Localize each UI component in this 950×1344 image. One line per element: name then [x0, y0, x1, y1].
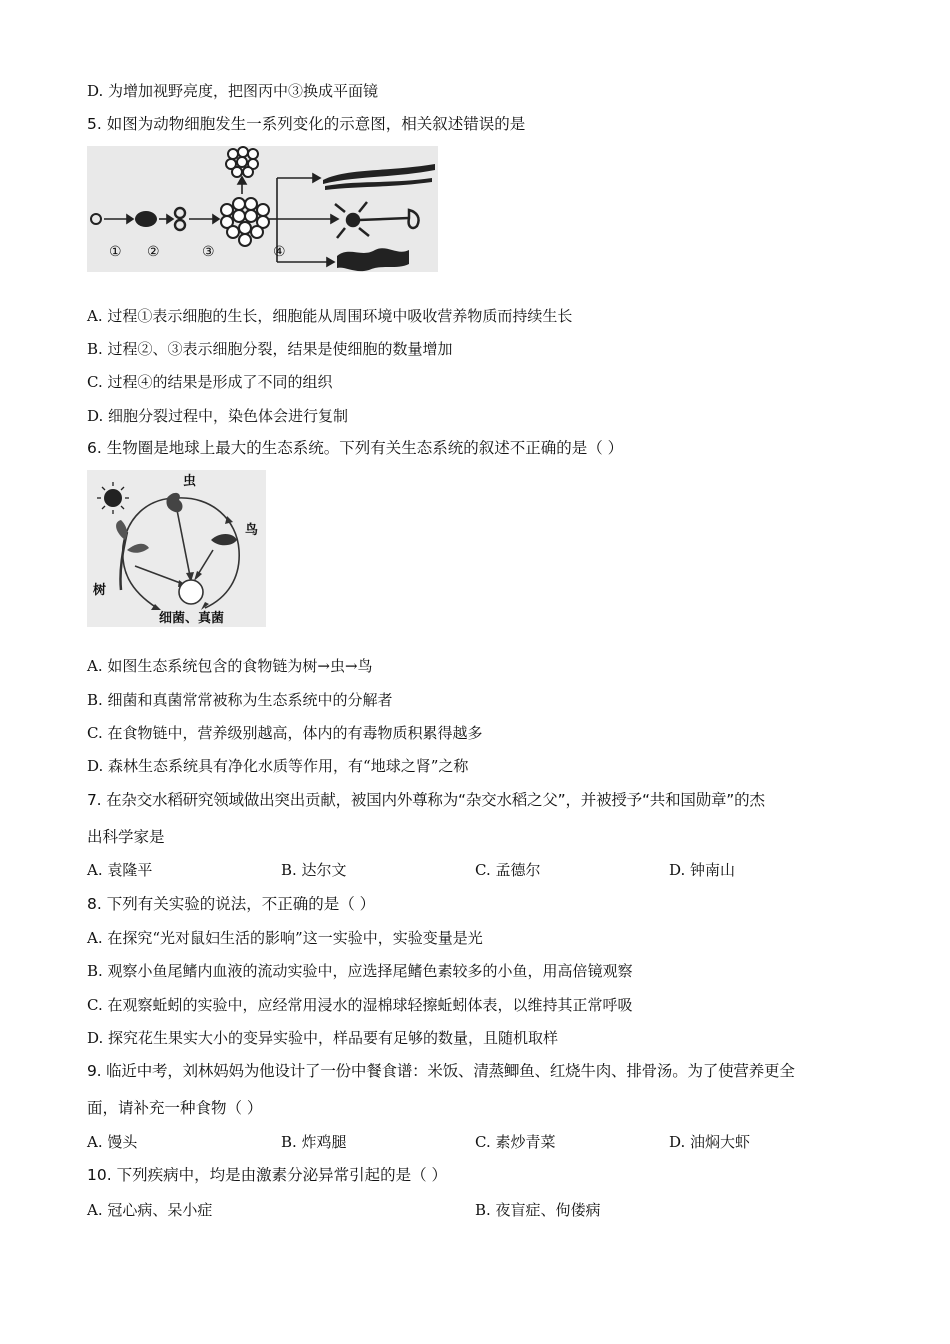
q8-option-d: D. 探究花生果实大小的变异实验中，样品要有足够的数量，且随机取样 — [87, 1029, 559, 1047]
q5-option-b: B. 过程②、③表示细胞分裂，结果是使细胞的数量增加 — [87, 340, 453, 358]
q6-option-c: C. 在食物链中，营养级别越高，体内的有毒物质积累得越多 — [87, 724, 483, 742]
q8-stem: 8. 下列有关实验的说法，不正确的是（ ） — [87, 895, 376, 913]
grown-cell — [135, 211, 157, 227]
ecosystem-figure — [87, 470, 266, 627]
q7-stem-line1: 7. 在杂交水稻研究领域做出突出贡献，被国内外尊称为“杂交水稻之父”，并被授予“共和国勋章”的杰 — [87, 791, 765, 809]
q10-option-a: A. 冠心病、呆小症 — [87, 1201, 213, 1219]
q7-option-a: A. 袁隆平 — [87, 861, 153, 879]
q7-options — [87, 859, 867, 881]
label-decomposer: 细菌、真菌 — [159, 611, 225, 626]
q9-option-a: A. 馒头 — [87, 1133, 138, 1151]
q9-option-b: B. 炸鸡腿 — [281, 1133, 347, 1151]
q9-stem-line2: 面，请补充一种食物（ ） — [87, 1099, 263, 1117]
cell-division-figure — [87, 146, 438, 272]
q4-option-d: D. 为增加视野亮度，把图丙中③换成平面镜 — [87, 82, 379, 100]
decomposer-icon — [179, 580, 203, 604]
label-step-4: ④ — [273, 244, 286, 260]
q5-cell-diagram — [87, 146, 438, 272]
q6-ecosystem-diagram — [87, 470, 266, 627]
label-insect: 虫 — [183, 474, 197, 489]
q7-option-b: B. 达尔文 — [281, 861, 347, 879]
q10-options — [87, 1199, 867, 1221]
label-step-2: ② — [147, 244, 160, 260]
q6-option-d: D. 森林生态系统具有净化水质等作用，有“地球之肾”之称 — [87, 757, 469, 775]
q8-option-c: C. 在观察蚯蚓的实验中，应经常用浸水的湿棉球轻擦蚯蚓体表，以维持其正常呼吸 — [87, 996, 633, 1014]
label-step-1: ① — [109, 244, 122, 260]
q10-option-b: B. 夜盲症、佝偻病 — [475, 1201, 601, 1219]
q6-stem: 6. 生物圈是地球上最大的生态系统。下列有关生态系统的叙述不正确的是（ ） — [87, 439, 624, 457]
q7-option-c: C. 孟德尔 — [475, 861, 541, 879]
q9-options — [87, 1131, 867, 1153]
q9-option-d: D. 油焖大虾 — [669, 1133, 751, 1151]
q6-option-b: B. 细菌和真菌常常被称为生态系统中的分解者 — [87, 691, 393, 709]
label-tree: 树 — [93, 583, 107, 598]
q7-option-d: D. 钟南山 — [669, 861, 736, 879]
label-step-3: ③ — [202, 244, 215, 260]
q7-stem-line2: 出科学家是 — [87, 828, 165, 846]
label-bird: 鸟 — [245, 523, 259, 538]
sun-icon — [104, 489, 122, 507]
q5-option-d: D. 细胞分裂过程中，染色体会进行复制 — [87, 407, 349, 425]
q5-stem: 5. 如图为动物细胞发生一系列变化的示意图，相关叙述错误的是 — [87, 115, 526, 133]
q6-option-a: A. 如图生态系统包含的食物链为树→虫→鸟 — [87, 657, 373, 675]
q8-option-a: A. 在探究“光对鼠妇生活的影响”这一实验中，实验变量是光 — [87, 929, 483, 947]
q10-stem: 10. 下列疾病中，均是由激素分泌异常引起的是（ ） — [87, 1166, 448, 1184]
q9-option-c: C. 素炒青菜 — [475, 1133, 556, 1151]
q5-option-c: C. 过程④的结果是形成了不同的组织 — [87, 373, 333, 391]
q9-stem-line1: 9. 临近中考，刘林妈妈为他设计了一份中餐食谱：米饭、清蒸鲫鱼、红烧牛肉、排骨汤。为了使营养更全 — [87, 1062, 795, 1080]
q8-option-b: B. 观察小鱼尾鳍内血液的流动实验中，应选择尾鳍色素较多的小鱼，用高倍镜观察 — [87, 962, 633, 980]
q5-option-a: A. 过程①表示细胞的生长，细胞能从周围环境中吸收营养物质而持续生长 — [87, 307, 573, 325]
